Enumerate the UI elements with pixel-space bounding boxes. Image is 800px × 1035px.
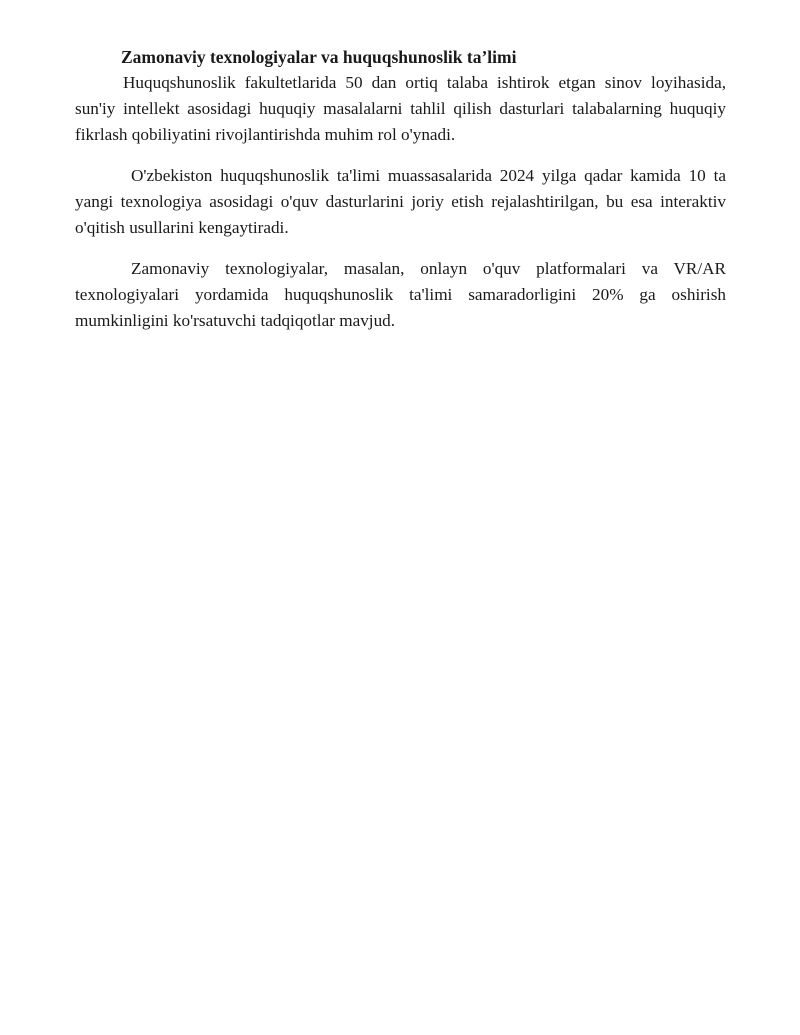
paragraph-2: O'zbekiston huquqshunoslik ta'limi muassasalarida 2024 yilga qadar kamida 10 ta yangi texnologiya asosidagi o'quv dasturlarini joriy etish rejalashtirilgan, bu esa interaktiv o'qitish usullarini kengaytiradi. bbox=[75, 166, 726, 237]
paragraph-1: Huquqshunoslik fakultetlarida 50 dan ortiq talaba ishtirok etgan sinov loyihasida, sun'iy intellekt asosidagi huquqiy masalalarni tahlil qilish dasturlari talabalarning huquqiy fikrlash qobiliyatini rivojlantirishda muhim rol o'ynadi. bbox=[75, 73, 726, 144]
paragraph-3: Zamonaviy texnologiyalar, masalan, onlayn o'quv platformalari va VR/AR texnologiyalari yordamida huquqshunoslik ta'limi samaradorligini 20% ga oshirish mumkinligini ko'rsatuvchi tadqiqotlar mavjud. bbox=[75, 259, 726, 330]
document-body bbox=[75, 44, 726, 334]
document-title: Zamonaviy texnologiyalar va huquqshunoslik ta’limi bbox=[121, 47, 517, 67]
